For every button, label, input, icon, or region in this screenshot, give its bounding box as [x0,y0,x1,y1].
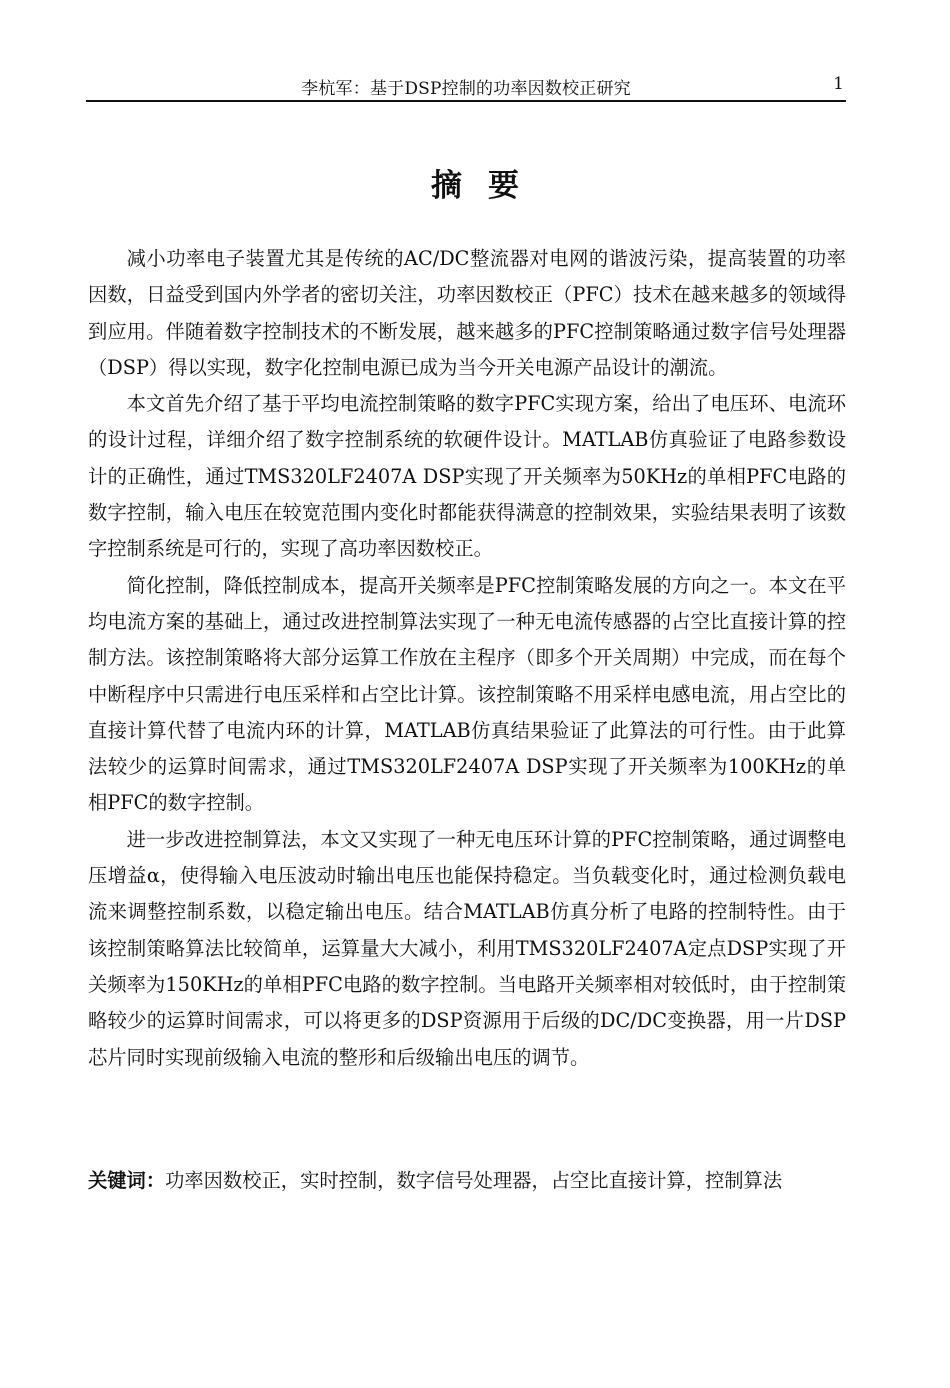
running-header [86,72,846,102]
keywords-text: 功率因数校正，实时控制，数字信号处理器，占空比直接计算，控制算法 [165,1169,783,1192]
abstract-paragraph-3: 简化控制，降低控制成本，提高开关频率是PFC控制策略发展的方向之一。本文在平均电流方案的基础上，通过改进控制算法实现了一种无电流传感器的占空比直接计算的控制方法。该控制策略将大部分运算工作放在主程序（即多个开关周期）中完成，而在每个中断程序中只需进行电压采样和占空比计算。该控制策略不用采样电感电流，用占空比的直接计算代替了电流内环的计算，MATLAB仿真结果验证了此算法的可行性。由于此算法较少的运算时间需求，通过TMS320LF2407A DSP实现了开关频率为100KHz的单相PFC的数字控制。 [88,573,846,815]
abstract-body [88,241,846,1076]
abstract-heading: 摘要 [431,168,545,204]
running-title: 李杭军：基于DSP控制的功率因数校正研究 [301,79,631,99]
page-number: 1 [833,74,844,94]
keywords-label: 关键词： [88,1169,166,1192]
abstract-paragraph-2: 本文首先介绍了基于平均电流控制策略的数字PFC实现方案，给出了电压环、电流环的设计过程，详细介绍了数字控制系统的软硬件设计。MATLAB仿真验证了电路参数设计的正确性，通过TMS320LF2407A DSP实现了开关频率为50KHz的单相PFC电路的数字控制，输入电压在较宽范围内变化时都能获得满意的控制效果，实验结果表明了该数字控制系统是可行的，实现了高功率因数校正。 [88,392,846,561]
abstract-paragraph-1: 减小功率电子装置尤其是传统的AC/DC整流器对电网的谐波污染，提高装置的功率因数，日益受到国内外学者的密切关注，功率因数校正（PFC）技术在越来越多的领域得到应用。伴随着数字控制技术的不断发展，越来越多的PFC控制策略通过数字信号处理器（DSP）得以实现，数字化控制电源已成为当今开关电源产品设计的潮流。 [88,247,846,379]
abstract-paragraph-4: 进一步改进控制算法，本文又实现了一种无电压环计算的PFC控制策略，通过调整电压增益α，使得输入电压波动时输出电压也能保持稳定。当负载变化时，通过检测负载电流来调整控制系数，以稳定输出电压。结合MATLAB仿真分析了电路的控制特性。由于该控制策略算法比较简单，运算量大大减小，利用TMS320LF2407A定点DSP实现了开关频率为150KHz的单相PFC电路的数字控制。当电路开关频率相对较低时，由于控制策略较少的运算时间需求，可以将更多的DSP资源用于后级的DC/DC变换器，用一片DSP芯片同时实现前级输入电流的整形和后级输出电压的调节。 [88,827,846,1069]
keywords-section [88,1163,846,1199]
